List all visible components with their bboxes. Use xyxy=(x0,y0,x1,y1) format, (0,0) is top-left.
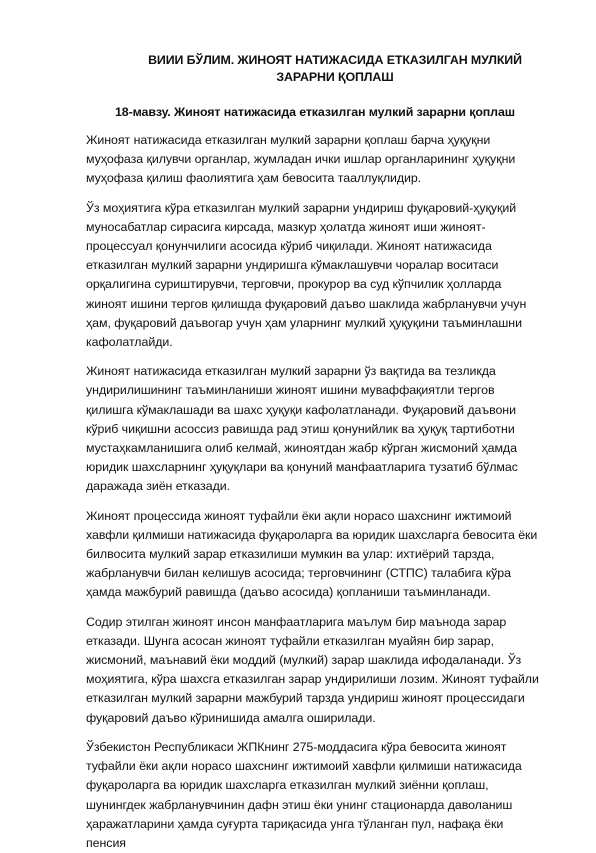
topic-title: 18-мавзу. Жиноят натижасида етказилган мулкий зарарни қоплаш xyxy=(115,105,515,119)
body-paragraph-1: Жиноят натижасида етказилган мулкий зарарни қоплаш барча ҳуқуқни муҳофаза қилувчи органлар, жумладан ички ишлар органларининг ҳуқуқни муҳофаза қилиш фаолиятига ҳам бевосита тааллуқлидир. xyxy=(86,133,516,186)
body-paragraph-2: Ўз моҳиятига кўра етказилган мулкий зарарни ундириш фуқаровий-ҳуқуқий муносабатлар сирасига кирсада, мазкур ҳолатда жиноят иши жиноят-процессуал қонунчилиги асосида кўриб чиқилади. Жиноят натижасида етказилган мулкий зарарни ундиришга кўмаклашувчи чоралар воситаси орқалигина суриштирувчи, терговчи, прокурор ва суд кўпчилик ҳолларда жиноят ишини тергов қилишда фуқаровий даъво шаклида жабрланувчи учун ҳам, фуқаровий даъвогар учун ҳам уларнинг мулкий ҳуқуқини таъминлашни кафолатлайди. xyxy=(86,200,527,350)
body-paragraph-6: Ўзбекистон Республикаси ЖПКнинг 275-моддасига кўра бевосита жиноят туфайли ёки ақли норасо шахснинг ижтимоий хавфли қилмиши натижасида фуқароларга ва юридик шахсларга етказилган мулкий зиённи қоплаш, шунингдек жабрланувчинин дафн этиш ёки унинг стационарда даволаниш ҳаражатларини ҳамда суғурта тариқасида унга тўланган пул, нафақа ёки пенсия xyxy=(86,739,522,850)
body-paragraph-5: Содир этилган жиноят инсон манфаатларига маълум бир маънода зарар етказади. Шунга асосан жиноят туфайли етказилган муайян бир зарар, жисмоний, маънавий ёки моддий (мулкий) зарар шаклида ифодаланади. Ўз моҳиятига, кўра шахсга етказилган зарар ундирилиши лозим. Жиноят туфайли етказилган мулкий зарарни мажбурий тарзда ундириш жиноят процессидаги фуқаровий даъво кўринишида амалга оширилади. xyxy=(86,614,539,725)
chapter-title: ВИИИ БЎЛИМ. ЖИНОЯТ НАТИЖАСИДА ЕТКАЗИЛГАН МУЛКИЙ ЗАРАРНИ ҚОПЛАШ xyxy=(148,53,522,84)
body-paragraph-4: Жиноят процессида жиноят туфайли ёки ақли норасо шахснинг ижтимоий хавфли қилмиши натижасида фуқароларга ва юридик шахсларга бевосита ёки билвосита мулкий зарар етказилиши мумкин ва улар: ихтиёрий тарзда, жабрланувчи билан келишув асосида; терговчининг (СТПС) талабига кўра ҳамда мажбурий равишда (даъво асосида) қопланиши таъминланади. xyxy=(86,508,538,600)
body-paragraph-3: Жиноят натижасида етказилган мулкий зарарни ўз вақтида ва тезликда ундирилишининг таъминланиши жиноят ишини муваффақиятли тергов қилишга кўмаклашади ва шахс ҳуқуқи кафолатланади. Фуқаровий даъвони кўриб чиқишни асоссиз равишда рад этиш қонунийлик ва ҳуқуқ тартиботни мустаҳкамланишига олиб келмай, жиноятдан жабр кўрган жисмоний ҳамда юридик шахсларнинг ҳуқуқлари ва қонуний манфаатларига тузатиб бўлмас даражада зиён етказади. xyxy=(86,364,518,494)
